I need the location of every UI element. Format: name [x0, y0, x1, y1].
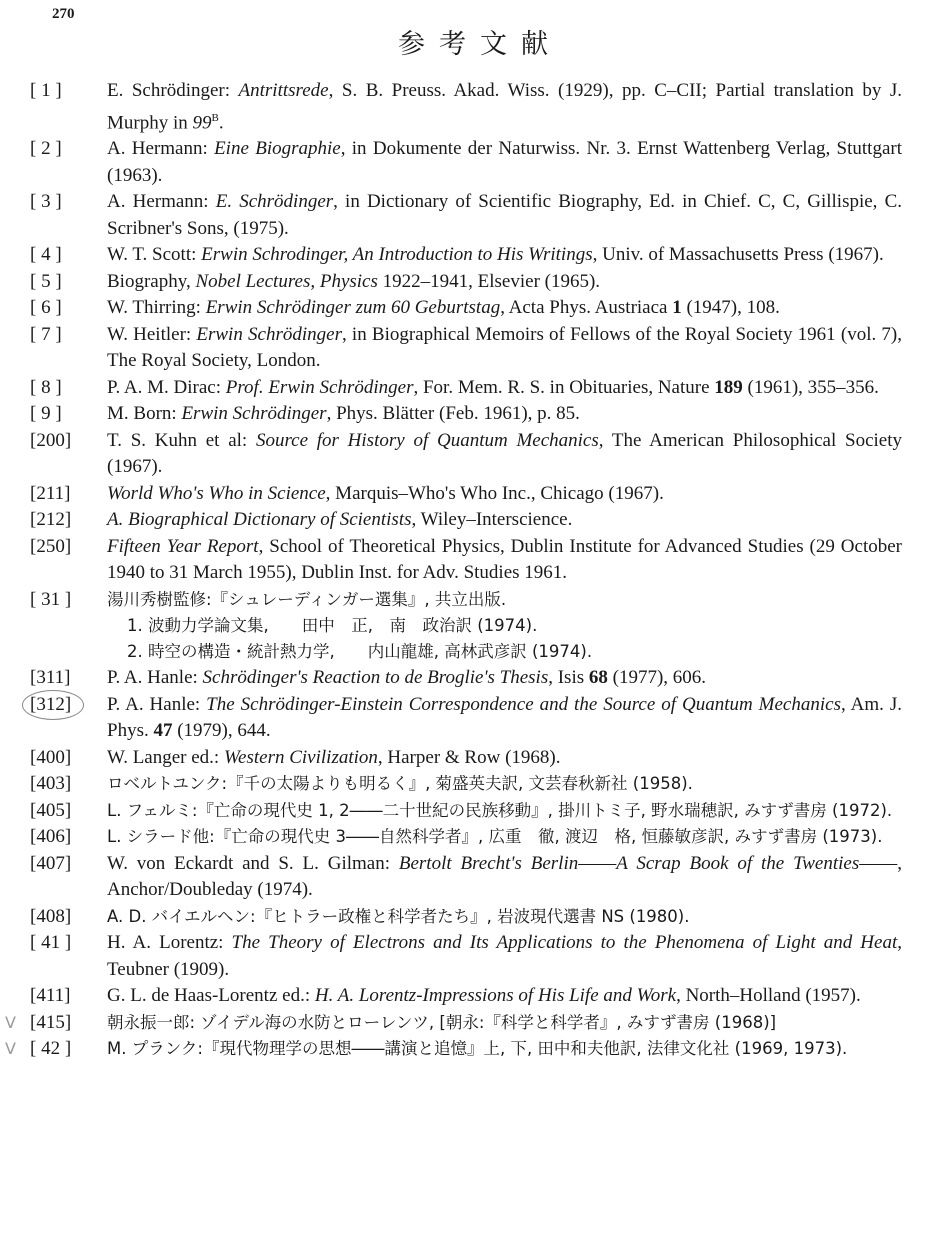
reference-entry: [0, 824, 950, 851]
reference-text: [107, 507, 902, 534]
reference-text: [107, 798, 902, 825]
handwritten-checkmark: V: [5, 1039, 16, 1059]
reference-list: [0, 78, 950, 1063]
text-run: , Phys. Blätter (Feb. 1961), p. 85.: [326, 403, 580, 425]
reference-number: [ 9 ]: [30, 403, 62, 425]
text-run: , Wiley–Interscience.: [411, 509, 573, 531]
text-run: (1961), 355–356.: [742, 376, 879, 398]
text-run: W. Heitler:: [107, 323, 197, 345]
reference-entry: [0, 428, 950, 481]
reference-entry: [0, 78, 950, 136]
reference-text: [107, 242, 902, 269]
text-run: W. Thirring:: [107, 297, 206, 319]
reference-entry: [0, 136, 950, 189]
title-italic: The Theory of Electrons and Its Applications to the Phenomena of Light and Heat: [231, 932, 898, 954]
text-run: L. フェルミ:『亡命の現代史 1, 2――二十世紀の民族移動』, 掛川トミ子, 野水瑞穂訳, みすず書房 (1972).: [107, 800, 893, 820]
reference-text: [107, 375, 902, 402]
reference-number: [400]: [30, 746, 72, 768]
title-italic: Erwin Schrodinger, An Introduction to His Writings: [201, 244, 593, 266]
title-italic: Eine Biographie: [214, 138, 341, 160]
reference-entry: [0, 401, 950, 428]
handwritten-checkmark: V: [5, 1012, 16, 1032]
reference-number: [ 31 ]: [30, 588, 72, 610]
text-run: L. シラード他:『亡命の現代史 3――自然科学者』, 広重 徹, 渡辺 格, 恒藤敏彦訳, みすず書房 (1973).: [107, 827, 883, 847]
reference-text: [107, 851, 902, 904]
reference-text: [107, 930, 902, 983]
text-run: M. Born:: [107, 403, 182, 425]
text-run: P. A. Hanle:: [107, 667, 203, 689]
reference-entry: [0, 1036, 950, 1063]
text-run: , Univ. of Massachusetts Press (1967).: [592, 244, 884, 266]
title-italic: World Who's Who in Science: [107, 482, 326, 504]
reference-number: [408]: [30, 905, 72, 927]
title-italic: Schrödinger's Reaction to de Broglie's Thesis: [202, 667, 549, 689]
reference-number: [ 6 ]: [30, 297, 62, 319]
text-run: T. S. Kuhn et al:: [107, 429, 256, 451]
text-run: , in Biographical Memoirs of Fellows of the Royal Society 1961 (vol. 7), The Royal Society, London.: [107, 323, 902, 372]
page-title: 参考文献: [398, 29, 562, 60]
text-run: W. Langer ed.:: [107, 746, 224, 768]
volume-bold: 189: [714, 376, 743, 398]
title-italic: Erwin Schrödinger: [181, 403, 327, 425]
title-italic: Nobel Lectures, Physics: [195, 270, 378, 292]
text-run: , North–Holland (1957).: [676, 985, 861, 1007]
reference-text: [107, 428, 902, 481]
title-italic: A. Biographical Dictionary of Scientists: [107, 509, 412, 531]
text-run: , School of Theoretical Physics, Dublin Institute for Advanced Studies (29 October 1940 to 31 March 1955), Dublin Inst. for Adv. Studies 1961.: [107, 535, 903, 584]
reference-number: [ 1 ]: [30, 80, 62, 101]
reference-entry: [0, 851, 950, 904]
reference-text: [107, 983, 902, 1010]
text-run: 朝永振一郎: ゾイデル海の水防とローレンツ, [朝永:『科学と科学者』, みすず書房 (1968)]: [107, 1012, 777, 1032]
text-run: , Acta Phys. Austriaca: [500, 297, 673, 319]
text-run: , S. B. Preuss. Akad. Wiss. (1929), pp. C–CII; Partial translation by J. Murphy in: [107, 80, 902, 133]
reference-number: [406]: [30, 826, 72, 848]
text-run: ロベルトユンク:『千の太陽よりも明るく』, 菊盛英夫訳, 文芸春秋新社 (1958).: [107, 774, 693, 794]
text-run: W. T. Scott:: [107, 244, 202, 266]
text-run: H. A. Lorentz:: [107, 932, 232, 954]
reference-entry: [0, 930, 950, 983]
reference-text: [107, 771, 902, 798]
reference-text: [107, 665, 902, 692]
text-run: G. L. de Haas-Lorentz ed.:: [107, 985, 315, 1007]
text-run: A. Hermann:: [107, 191, 216, 213]
text-run: .: [218, 111, 224, 133]
reference-entry: [0, 242, 950, 269]
title-italic: Bertolt Brecht's Berlin――A Scrap Book of the Twenties――: [398, 852, 898, 874]
text-run: 1922–1941, Elsevier (1965).: [377, 270, 601, 292]
volume-bold: 68: [588, 667, 608, 689]
text-run: Biography,: [107, 270, 196, 292]
title-italic: Western Civilization: [223, 746, 378, 768]
reference-number: [312]: [30, 693, 72, 715]
reference-entry: [0, 1010, 950, 1037]
text-run: , Anchor/Doubleday (1974).: [107, 852, 902, 901]
reference-text: [107, 692, 902, 745]
reference-text: [107, 1036, 902, 1063]
title-italic: Erwin Schrödinger: [196, 323, 342, 345]
reference-text: [107, 269, 902, 296]
reference-entry: [0, 798, 950, 825]
reference-number: [250]: [30, 535, 72, 557]
reference-entry: [0, 534, 950, 587]
reference-subitem: 1. 波動力学論文集, 田中 正, 南 政治訳 (1974).: [127, 616, 538, 636]
reference-number: [ 4 ]: [30, 244, 62, 266]
reference-number: [411]: [30, 985, 71, 1007]
text-run: A. D. バイエルヘン:『ヒトラー政権と科学者たち』, 岩波現代選書 NS (1980).: [107, 906, 690, 926]
reference-text: [107, 136, 902, 189]
reference-entry: [0, 587, 950, 666]
reference-number: [ 7 ]: [30, 323, 62, 345]
reference-number: [ 42 ]: [30, 1038, 72, 1060]
reference-entry: [0, 295, 950, 322]
text-run: , Marquis–Who's Who Inc., Chicago (1967).: [325, 482, 664, 504]
reference-text: [107, 78, 902, 136]
text-run: 湯川秀樹監修:『シュレーディンガー選集』, 共立出版.: [107, 589, 507, 609]
reference-entry: [0, 983, 950, 1010]
text-run: P. A. Hanle:: [107, 693, 207, 715]
title-italic: Prof. Erwin Schrödinger: [225, 376, 414, 398]
text-run: , in Dokumente der Naturwiss. Nr. 3. Ernst Wattenberg Verlag, Stuttgart (1963).: [107, 138, 903, 186]
volume-bold: 1: [672, 297, 682, 319]
text-run: , For. Mem. R. S. in Obituaries, Nature: [413, 376, 715, 398]
reference-entry: [0, 745, 950, 772]
reference-number: [212]: [30, 509, 72, 531]
reference-number: [ 5 ]: [30, 270, 62, 292]
reference-number: [403]: [30, 773, 72, 795]
reference-text: [107, 904, 902, 931]
title-italic: H. A. Lorentz-Impressions of His Life and Work: [314, 985, 677, 1007]
reference-text: [107, 189, 902, 242]
reference-entry: [0, 375, 950, 402]
reference-text: [107, 824, 902, 851]
reference-number: [ 3 ]: [30, 191, 62, 213]
reference-number: [311]: [30, 667, 71, 689]
text-run: , Harper & Row (1968).: [377, 746, 561, 768]
reference-number: [415]: [30, 1011, 72, 1033]
text-run: (1977), 606.: [607, 667, 707, 689]
reference-entry: [0, 665, 950, 692]
text-run: E. Schrödinger:: [107, 80, 239, 101]
title-italic: E. Schrödinger: [215, 191, 334, 213]
reference-number: [211]: [30, 482, 71, 504]
reference-entry: [0, 771, 950, 798]
reference-entry: [0, 692, 950, 745]
text-run: , The American Philosophical Society (1967).: [107, 429, 902, 478]
reference-number: [407]: [30, 852, 72, 874]
reference-entry: [0, 481, 950, 508]
reference-number: [ 2 ]: [30, 138, 62, 160]
text-run: W. von Eckardt and S. L. Gilman:: [107, 852, 399, 874]
reference-number: [200]: [30, 429, 72, 451]
reference-text: [107, 481, 902, 508]
reference-number: [ 8 ]: [30, 376, 62, 398]
reference-subitem: 2. 時空の構造・統計熱力学, 内山龍雄, 高林武彦訳 (1974).: [127, 642, 593, 662]
page-number: 270: [52, 6, 75, 22]
text-run: , Isis: [548, 667, 589, 689]
reference-text: [107, 587, 902, 614]
reference-text: [107, 1010, 902, 1037]
reference-entry: [0, 322, 950, 375]
text-run: P. A. M. Dirac:: [107, 376, 226, 398]
title-italic: 99: [192, 111, 212, 133]
text-run: (1947), 108.: [681, 297, 780, 319]
volume-bold: 47: [153, 720, 173, 742]
title-italic: Erwin Schrödinger zum 60 Geburtstag: [205, 297, 501, 319]
title-italic: Fifteen Year Report: [107, 535, 259, 557]
title-italic: The Schrödinger-Einstein Correspondence and the Source of Quantum Mechanics: [206, 693, 841, 715]
reference-text: [107, 534, 902, 587]
text-run: A. Hermann:: [107, 138, 215, 160]
text-run: (1979), 644.: [172, 720, 271, 742]
text-run: M. プランク:『現代物理学の思想――講演と追憶』上, 下, 田中和夫他訳, 法律文化社 (1969, 1973).: [107, 1039, 848, 1059]
reference-entry: [0, 904, 950, 931]
reference-entry: [0, 269, 950, 296]
title-italic: Source for History of Quantum Mechanics: [255, 429, 599, 451]
reference-number: [405]: [30, 799, 72, 821]
reference-entry: [0, 189, 950, 242]
text-run: , Am. J. Phys.: [107, 693, 902, 742]
reference-number: [ 41 ]: [30, 932, 72, 954]
title-italic: Antrittsrede: [238, 80, 329, 101]
reference-text: [107, 322, 902, 375]
reference-entry: [0, 507, 950, 534]
reference-text: [107, 295, 902, 322]
reference-text: [107, 401, 902, 428]
reference-text: [107, 745, 902, 772]
text-run: , in Dictionary of Scientific Biography, Ed. in Chief. C, C, Gillispie, C. Scribner's Sons, (1975).: [107, 191, 902, 239]
text-run: , Teubner (1909).: [107, 932, 902, 980]
text-run: B: [211, 111, 219, 124]
